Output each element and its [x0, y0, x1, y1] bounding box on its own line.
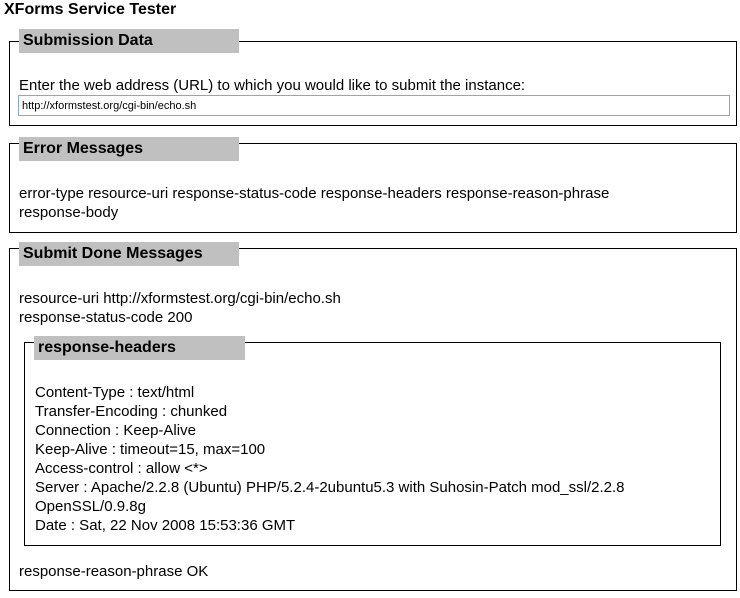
header-content-type: Content-Type : text/html [35, 384, 195, 401]
header-transfer-encoding: Transfer-Encoding : chunked [35, 403, 228, 420]
header-access-control: Access-control : allow <*> [35, 460, 208, 477]
error-types-line-2: response-body [19, 204, 119, 221]
url-input[interactable] [18, 95, 730, 116]
submission-data-legend: Submission Data [19, 29, 239, 53]
response-reason-phrase-text: response-reason-phrase OK [19, 563, 209, 580]
error-messages-legend: Error Messages [19, 137, 239, 161]
url-prompt: Enter the web address (URL) to which you would like to submit the instance: [19, 77, 526, 94]
header-date: Date : Sat, 22 Nov 2008 15:53:36 GMT [35, 517, 296, 534]
submit-done-legend: Submit Done Messages [19, 242, 239, 266]
page-title: XForms Service Tester [4, 1, 177, 18]
resource-uri-text: resource-uri http://xformstest.org/cgi-bin/echo.sh [19, 290, 341, 307]
header-connection: Connection : Keep-Alive [35, 422, 196, 439]
response-headers-legend: response-headers [34, 336, 245, 360]
response-status-code-text: response-status-code 200 [19, 309, 193, 326]
header-server: Server : Apache/2.2.8 (Ubuntu) PHP/5.2.4-2ubuntu5.3 with Suhosin-Patch mod_ssl/2.2.8 [35, 479, 625, 496]
header-keep-alive: Keep-Alive : timeout=15, max=100 [35, 441, 266, 458]
error-types-line-1: error-type resource-uri response-status-code response-headers response-reason-phrase [19, 185, 610, 202]
header-server-continued: OpenSSL/0.9.8g [35, 498, 146, 515]
